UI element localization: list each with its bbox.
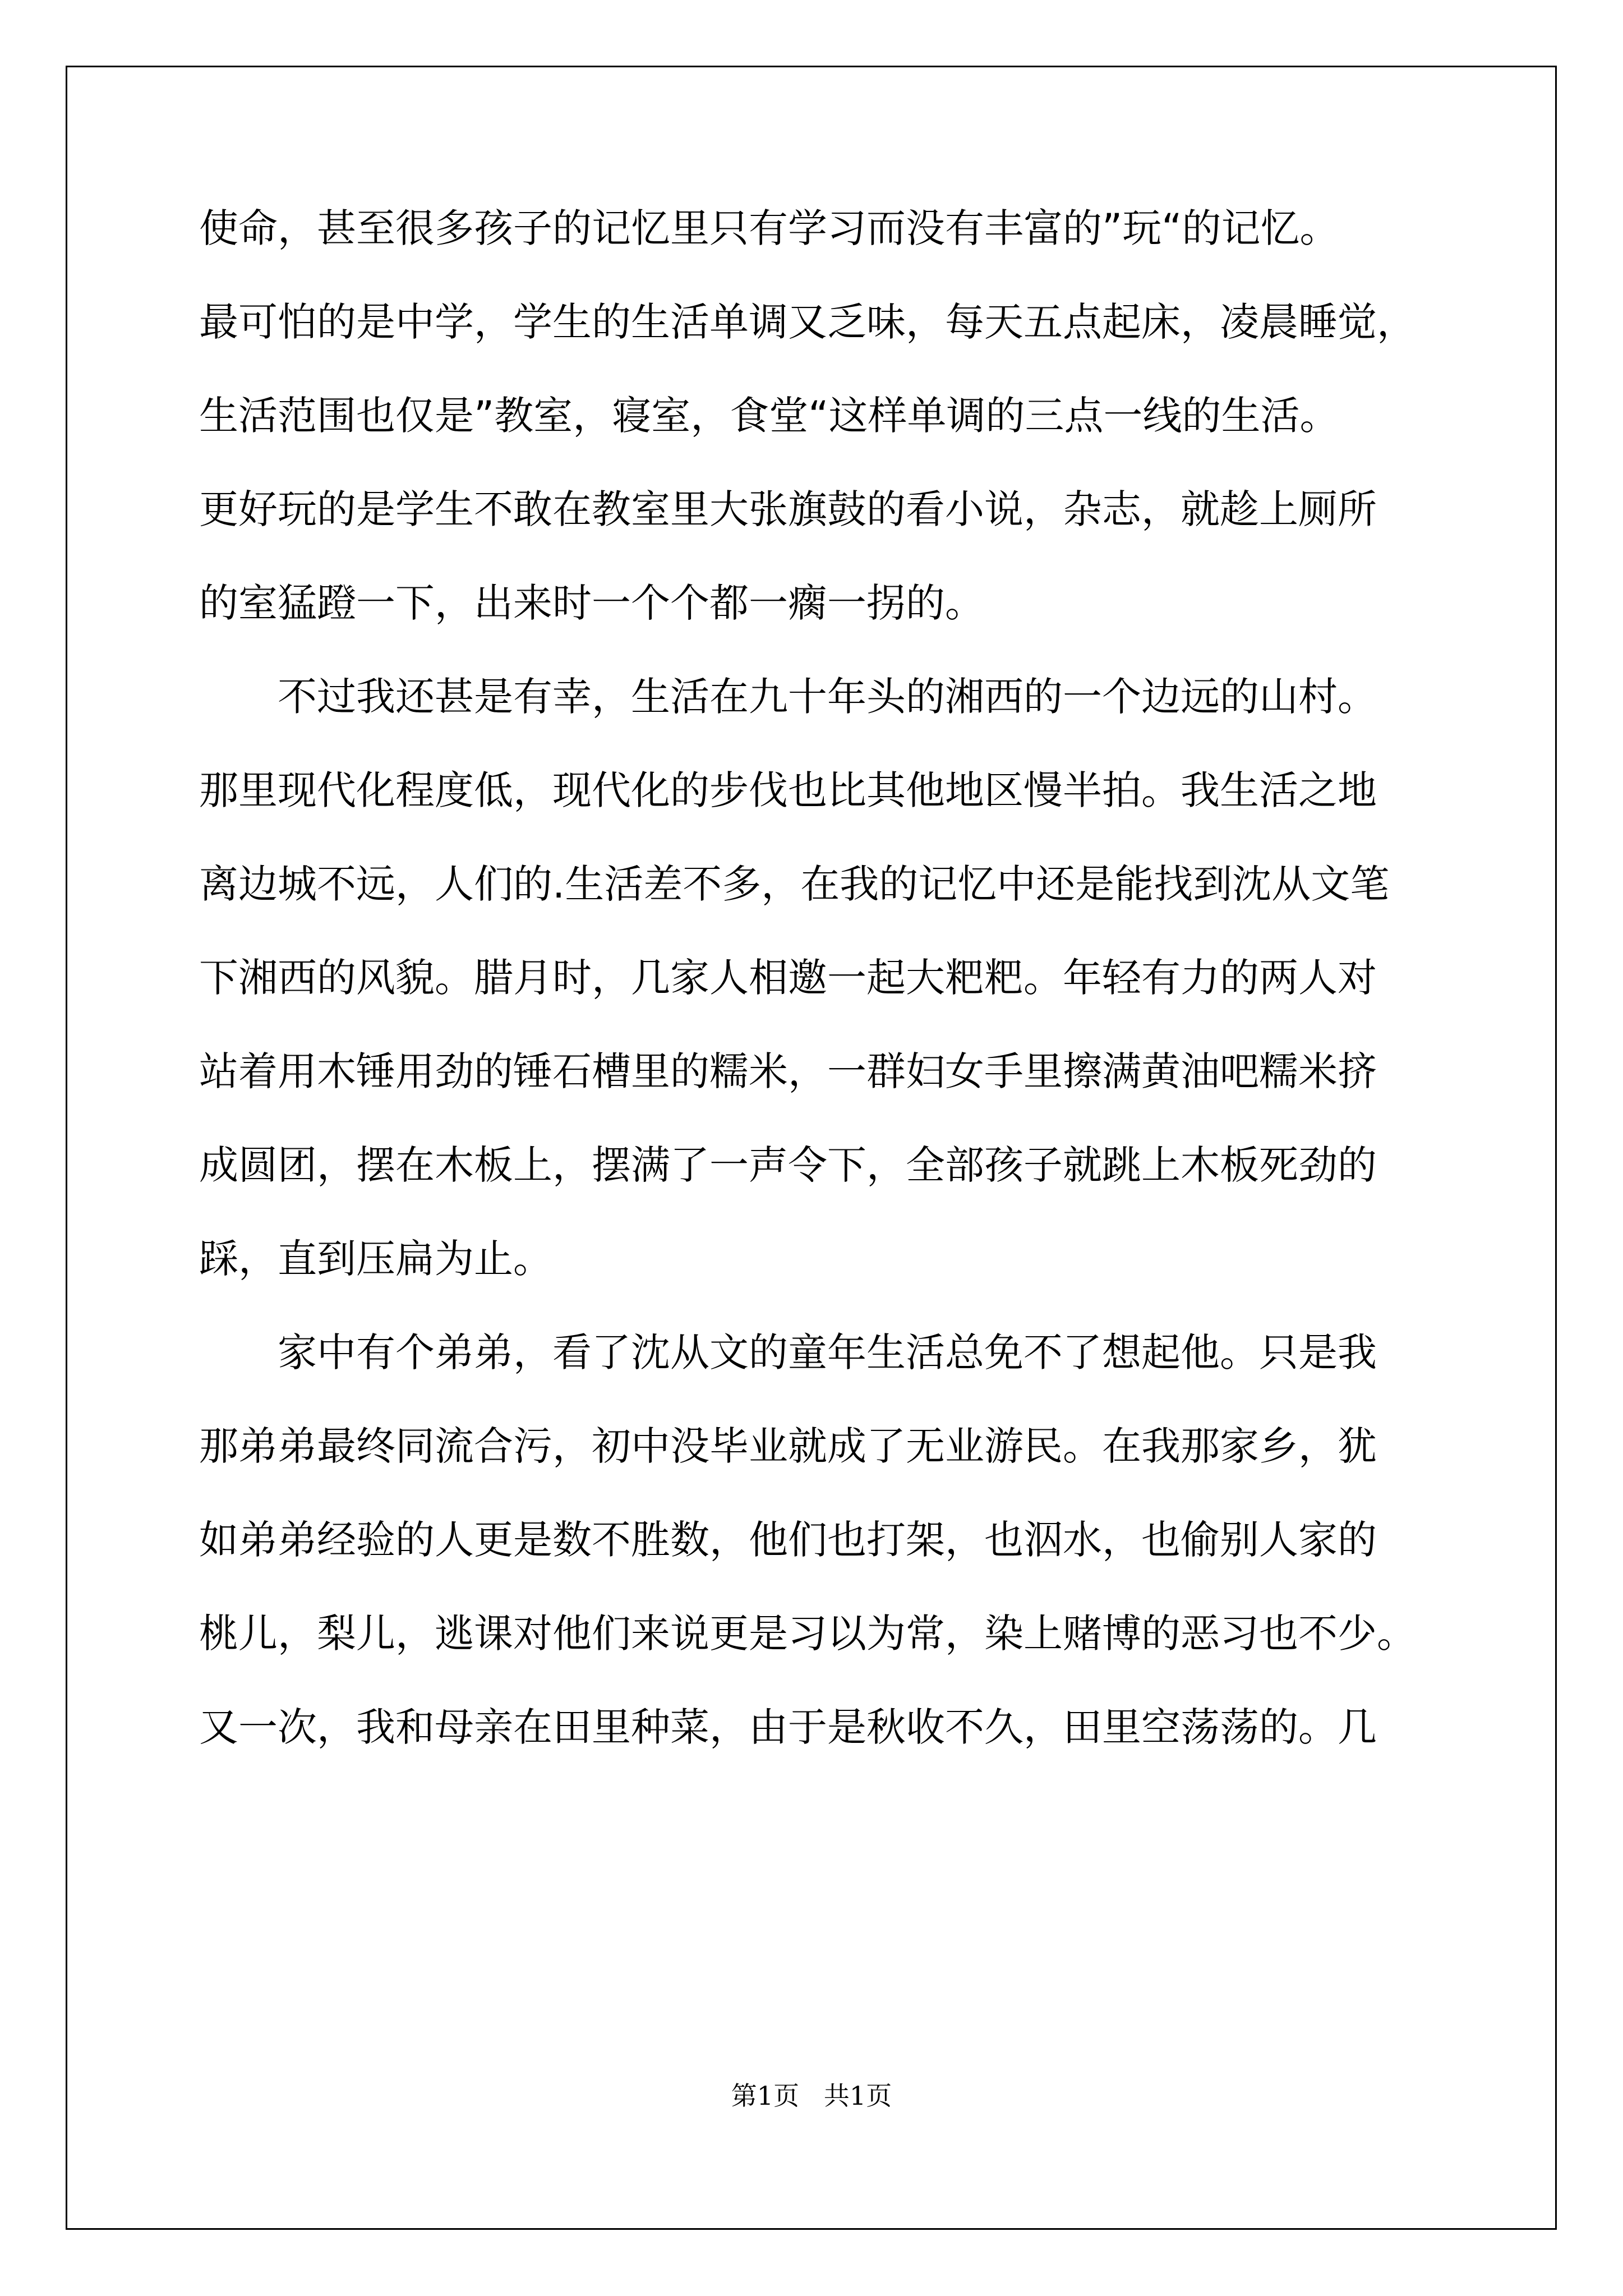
text-line: 更好玩的是学生不敢在教室里大张旗鼓的看小说，杂志，就趁上厕所 [199,486,1377,532]
text-line: 桃儿，梨儿，逃课对他们来说更是习以为常，染上赌博的恶习也不少。 [199,1611,1416,1657]
text-line: 下湘西的风貌。腊月时，几家人相邀一起大粑粑。年轻有力的两人对 [199,955,1377,1001]
text-line: 的室猛蹬一下，出来时一个个都一瘸一拐的。 [199,580,984,626]
text-line: 使命，甚至很多孩子的记忆里只有学习而没有丰富的”玩“的记忆。 [199,205,1339,251]
paragraph-first-line: 不过我还甚是有幸，生活在九十年头的湘西的一个边远的山村。 [278,674,1377,720]
paragraph-first-line: 家中有个弟弟，看了沈从文的童年生活总免不了想起他。只是我 [278,1329,1377,1375]
text-line: 成圆团，摆在木板上，摆满了一声令下，全部孩子就跳上木板死劲的 [199,1142,1377,1188]
text-line: 如弟弟经验的人更是数不胜数，他们也打架，也泅水，也偷别人家的 [199,1517,1377,1563]
text-line: 离边城不远，人们的.生活差不多，在我的记忆中还是能找到沈从文笔 [199,861,1390,907]
text-line: 生活范围也仅是”教室，寝室，食堂“这样单调的三点一线的生活。 [199,393,1339,439]
text-line: 那弟弟最终同流合污，初中没毕业就成了无业游民。在我那家乡，犹 [199,1423,1377,1469]
text-line: 最可怕的是中学，学生的生活单调又乏味，每天五点起床，凌晨睡觉， [199,299,1416,345]
text-line: 站着用木锤用劲的锤石槽里的糯米，一群妇女手里擦满黄油吧糯米挤 [199,1048,1377,1094]
document-body [199,205,1433,1801]
text-line: 踩，直到压扁为止。 [199,1236,552,1282]
page-number-footer: 第1页 共1页 [731,2081,892,2111]
text-line: 又一次，我和母亲在田里种菜，由于是秋收不久，田里空荡荡的。几 [199,1704,1377,1750]
text-line: 那里现代化程度低，现代化的步伐也比其他地区慢半拍。我生活之地 [199,767,1377,813]
